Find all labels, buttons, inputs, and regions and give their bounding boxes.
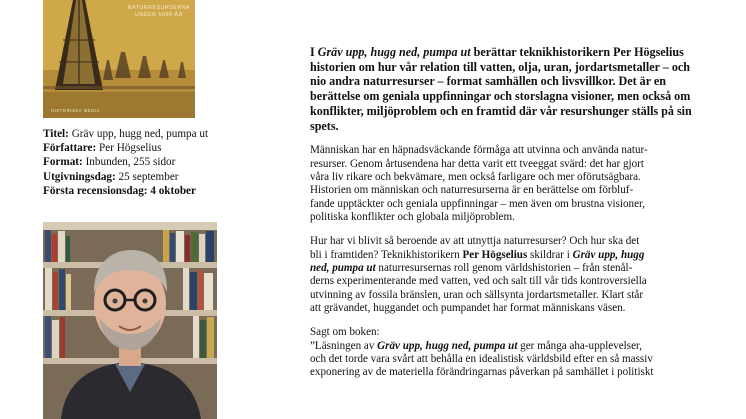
meta-release-row: Utgivningsdag: 25 september (43, 170, 179, 183)
author-portrait-illustration (43, 222, 217, 419)
lead-paragraph: I Gräv upp, hugg ned, pumpa ut berättar teknikhistorikern Per Högselius historien om hur vår relation till vatten, olja, uran, jordartsmetaller – och nio andra naturresurser – format samhällen och livsvillkor. Det är en berättelse om geniala uppfinningar och storslagna visioner, men också om konflikter, miljöproblem och en framtid där vår resurshunger ställs på sin spets. (310, 45, 692, 133)
meta-title-row: Titel: Gräv upp, hugg ned, pumpa ut (43, 128, 209, 140)
book-metadata (43, 127, 208, 198)
meta-review-row: Första recensionsdag: 4 oktober (43, 184, 196, 197)
quote-heading: Sagt om boken: (310, 326, 380, 339)
meta-format-row: Format: Inbunden, 255 sidor (43, 156, 176, 169)
cover-publisher: HISTORISKA MEDIA (51, 108, 101, 113)
meta-author-row: Författare: Per Högselius (43, 142, 162, 155)
quote-section: Sagt om boken: ”Läsningen av Gräv upp, hugg ned, pumpa ut ger många aha-upplevelser, och det torde vara svårt att behålla en idealistisk världsbild efter en så massiv exponering av de materiella förändringarnas påverkan på samhället i politiskt (310, 326, 726, 379)
cover-subtitle: NATURRESURSERNA UNDER 5000 ÅR (127, 5, 191, 18)
book-cover-image (43, 0, 195, 118)
body-paragraph-2: Hur har vi blivit så beroende av att utnyttja naturresurser? Och hur ska det bli i framtiden? Teknikhistorikern Per Högselius skildrar i Gräv upp, hugg ned, pumpa ut naturresursernas roll genom världshistorien – från stenål- derns experimenterande med vatten, ved och salt till vår tids kontroversiella utvinning av fossila bränslen, uran och sällsynta jordartsmetaller. Klart står att grävandet, huggandet och pumpandet har format människans väsen. (310, 235, 647, 314)
main-text-column (310, 45, 726, 391)
body-paragraph-1: Människan har en häpnadsväckande förmåga att utvinna och använda natur- resurser. Genom årtusendena har detta varit ett tveeggat svärd: det har gjort våra liv rikare och bekvämare, men också farligare och mer oförutsägbara. Historien om människan och naturresurserna är en berättelse om förbluf- fande upptäckter och geniala uppfinningar – men även om brustna visioner, politiska konflikter och globala miljöproblem. (310, 144, 648, 223)
author-photo (43, 222, 217, 419)
